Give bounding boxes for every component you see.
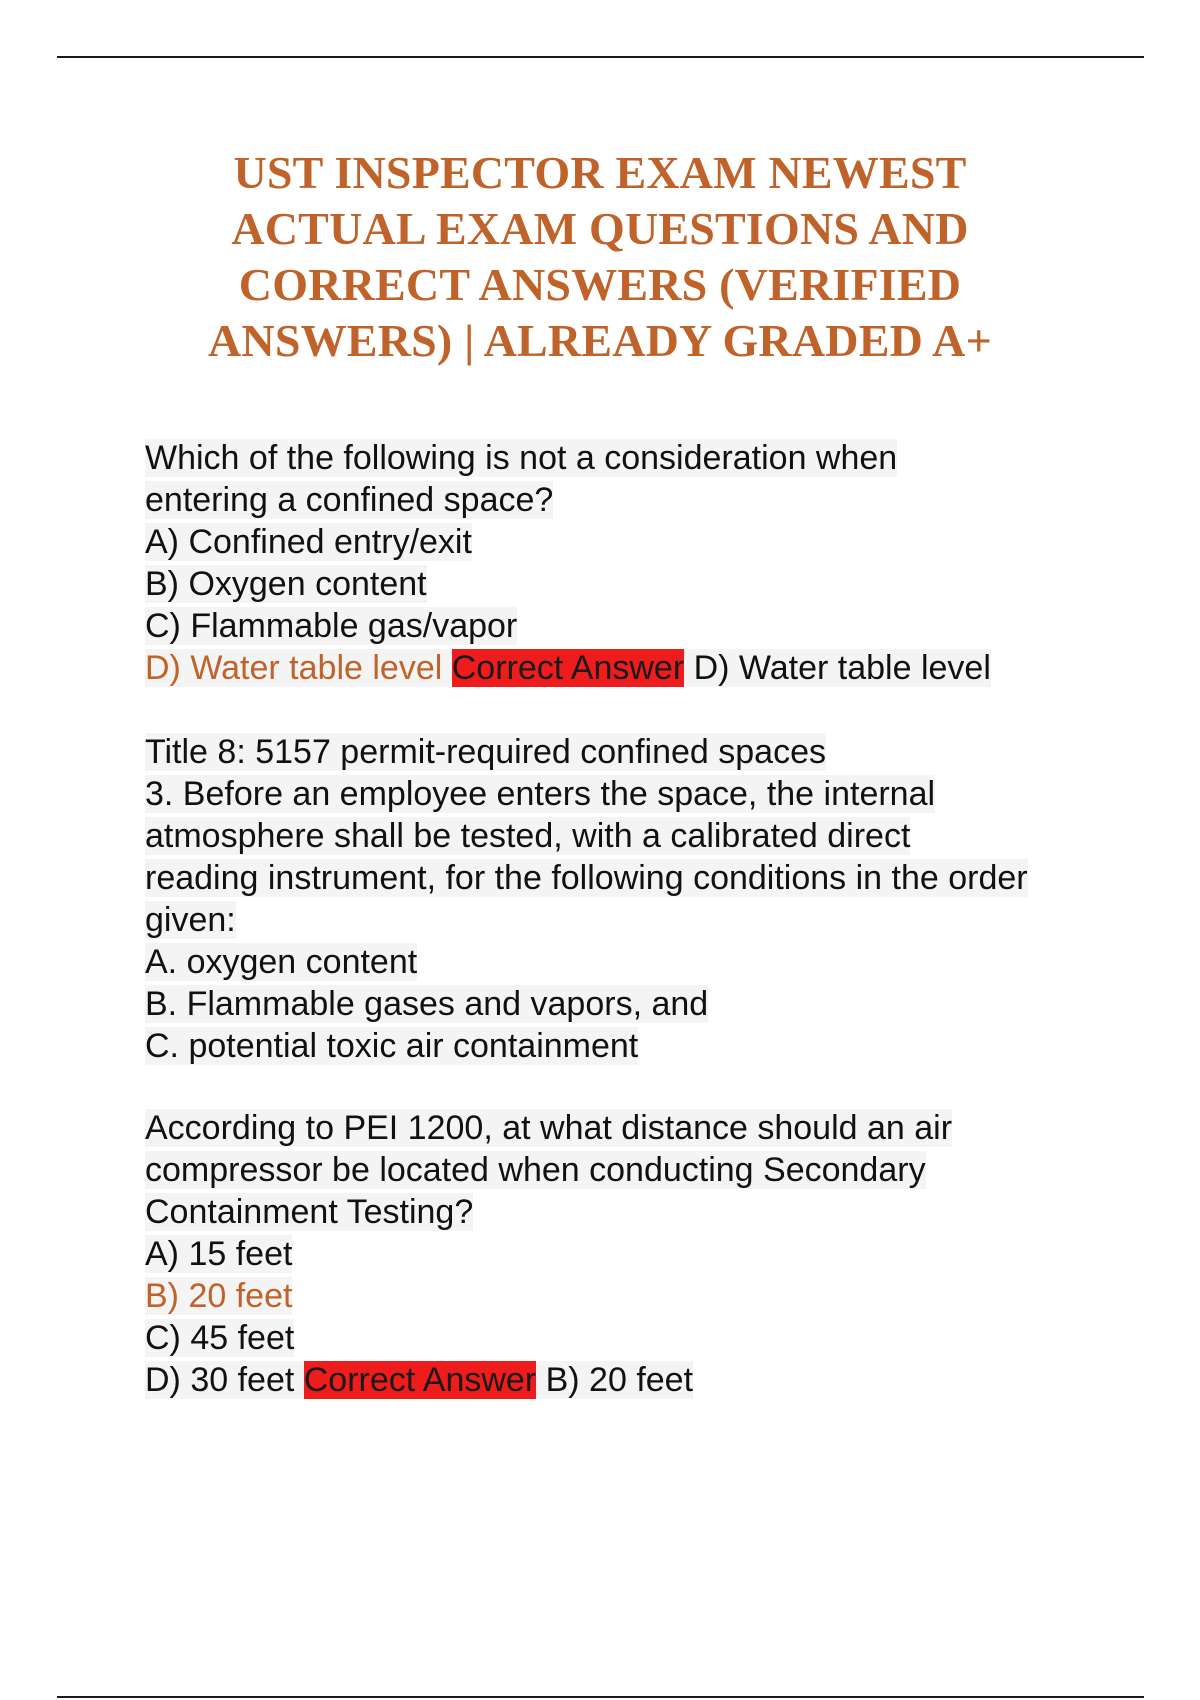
explanation-line: B. Flammable gases and vapors, and [145,985,709,1023]
option-b-highlighted: B) 20 feet [145,1277,293,1315]
option-d-with-answer [145,1359,1105,1401]
option-b: B) Oxygen content [145,565,427,603]
title-line: ACTUAL EXAM QUESTIONS AND [231,203,969,254]
option-c: C) Flammable gas/vapor [145,607,518,645]
title-line: CORRECT ANSWERS (VERIFIED [238,259,962,310]
option-b [145,1275,1105,1317]
explanation [145,731,1105,1067]
bottom-rule [57,1696,1144,1698]
explanation-line: reading instrument, for the following conditions in the order [145,859,1028,897]
explanation-line: C. potential toxic air containment [145,1027,639,1065]
question-1 [145,437,1105,689]
answer-text: D) Water table level [684,649,991,687]
question-prompt-line: compressor be located when conducting Secondary [145,1151,926,1189]
explanation-line: Title 8: 5157 permit-required confined spaces [145,733,826,771]
question-prompt-line: entering a confined space? [145,481,554,519]
explanation-line: given: [145,901,236,939]
answer-text: B) 20 feet [536,1361,694,1399]
correct-answer-tag: Correct Answer [303,1361,537,1399]
option-c: C) 45 feet [145,1319,295,1357]
question-prompt-line: Which of the following is not a consideration when [145,439,898,477]
option-a: A) 15 feet [145,1235,293,1273]
option-d: D) 30 feet [145,1361,304,1399]
explanation-line: 3. Before an employee enters the space, the internal [145,775,936,813]
explanation-line: A. oxygen content [145,943,418,981]
question-prompt-line: Containment Testing? [145,1193,474,1231]
top-rule [57,56,1144,58]
option-a: A) Confined entry/exit [145,523,472,561]
option-d-highlighted: D) Water table level [145,649,443,687]
question-2 [145,1107,1105,1401]
option-d-with-answer [145,647,1105,689]
document-title [100,145,1100,369]
title-line: ANSWERS) | ALREADY GRADED A+ [207,315,992,366]
question-prompt-line: According to PEI 1200, at what distance should an air [145,1109,953,1147]
correct-answer-tag: Correct Answer [451,649,685,687]
explanation-line: atmosphere shall be tested, with a calibrated direct [145,817,911,855]
title-line: UST INSPECTOR EXAM NEWEST [233,147,967,198]
